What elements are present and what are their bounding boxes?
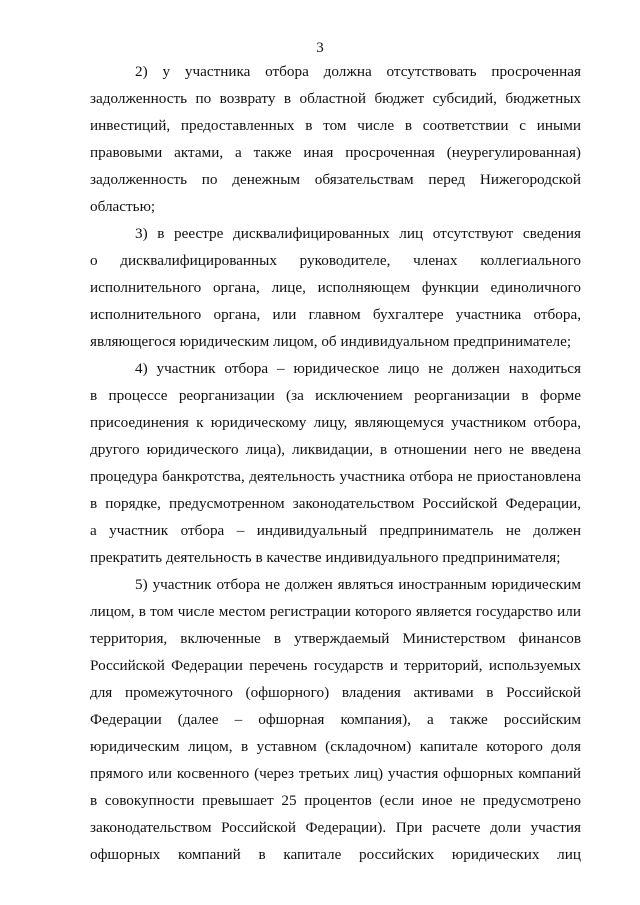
paragraph-4-line-3: территория, включенные в утверждаемый Министерством финансов: [90, 630, 581, 647]
paragraph-3-line-7: а участник отбора – индивидуальный предприниматель не должен: [90, 522, 581, 539]
paragraph-4-line-8: прямого или косвенного (через третьих лиц) участия офшорных компаний: [90, 765, 581, 782]
paragraph-1-line-1: 2) у участника отбора должна отсутствовать просроченная: [135, 63, 581, 80]
paragraph-3-line-4: другого юридического лица), ликвидации, в отношении него не введена: [90, 441, 581, 458]
paragraph-3-line-6: в порядке, предусмотренном законодательством Российской Федерации,: [90, 495, 581, 512]
paragraph-2-line-4: исполнительного органа, или главном бухгалтере участника отбора,: [90, 306, 581, 323]
paragraph-4-line-1: 5) участник отбора не должен являться иностранным юридическим: [135, 576, 581, 593]
paragraph-1-line-4: правовыми актами, а также иная просроченная (неурегулированная): [90, 144, 581, 161]
paragraph-1-line-2: задолженность по возврату в областной бюджет субсидий, бюджетных: [90, 90, 581, 107]
paragraph-3-line-8: прекратить деятельность в качестве индивидуального предпринимателя;: [90, 549, 561, 566]
paragraph-2-line-5: являющегося юридическим лицом, об индивидуальном предпринимателе;: [90, 333, 572, 350]
paragraph-4-line-7: юридическим лицом, в уставном (складочном) капитале которого доля: [90, 738, 581, 755]
paragraph-4-line-9: в совокупности превышает 25 процентов (если иное не предусмотрено: [90, 792, 581, 809]
page-number: 3: [316, 40, 324, 56]
paragraph-1-line-3: инвестиций, предоставленных в том числе в соответствии с иными: [90, 117, 581, 134]
paragraph-4-line-5: для промежуточного (офшорного) владения активами в Российской: [90, 684, 581, 701]
paragraph-1-line-5: задолженность по денежным обязательствам перед Нижегородской: [90, 171, 581, 188]
paragraph-2-line-3: исполнительного органа, лице, исполняющем функции единоличного: [90, 279, 581, 296]
paragraph-3-line-2: в процессе реорганизации (за исключением реорганизации в форме: [90, 387, 581, 404]
paragraph-4-line-11: офшорных компаний в капитале российских юридических лиц: [90, 846, 581, 863]
paragraph-2-line-1: 3) в реестре дисквалифицированных лиц отсутствуют сведения: [135, 225, 581, 242]
paragraph-4-line-2: лицом, в том числе местом регистрации которого является государство или: [90, 603, 581, 620]
paragraph-2-line-2: о дисквалифицированных руководителе, членах коллегиального: [90, 252, 581, 269]
paragraph-4-line-10: законодательством Российской Федерации). При расчете доли участия: [90, 819, 581, 836]
paragraph-1-line-6: областью;: [90, 198, 156, 215]
paragraph-4-line-6: Федерации (далее – офшорная компания), а также российским: [90, 711, 581, 728]
paragraph-4-line-4: Российской Федерации перечень государств и территорий, используемых: [90, 657, 581, 674]
paragraph-3-line-3: присоединения к юридическому лицу, являющемуся участником отбора,: [90, 414, 581, 431]
paragraph-3-line-1: 4) участник отбора – юридическое лицо не должен находиться: [135, 360, 581, 377]
paragraph-3-line-5: процедура банкротства, деятельность участника отбора не приостановлена: [90, 468, 581, 485]
